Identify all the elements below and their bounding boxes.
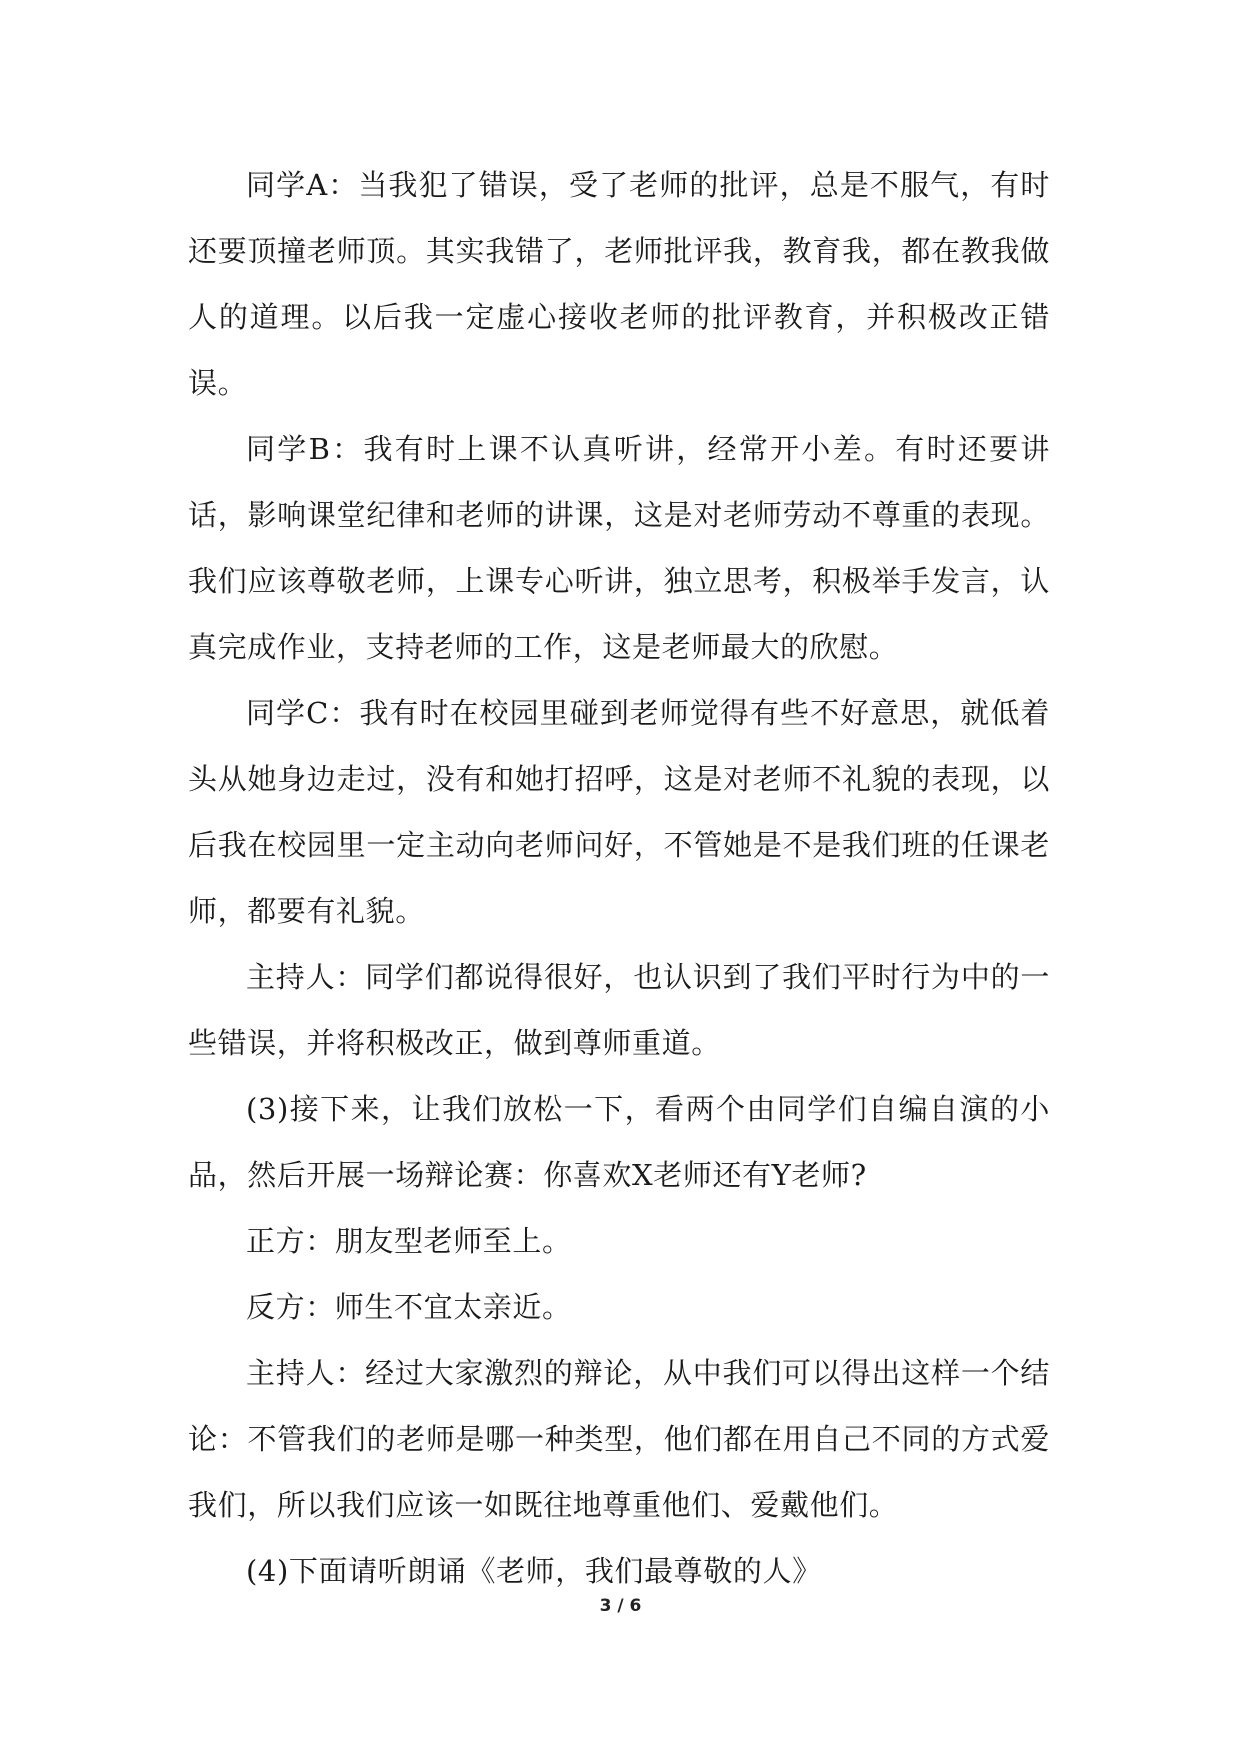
paragraph-host-summary: 主持人：同学们都说得很好，也认识到了我们平时行为中的一些错误，并将积极改正，做到尊师重道。 (188, 960, 1050, 1060)
paragraph-student-a: 同学A：当我犯了错误，受了老师的批评，总是不服气，有时还要顶撞老师顶。其实我错了，老师批评我，教育我，都在教我做人的道理。以后我一定虚心接收老师的批评教育，并积极改正错误。 (188, 168, 1050, 400)
paragraph-affirmative-side: 正方：朋友型老师至上。 (246, 1224, 572, 1258)
page-number: 3 / 6 (599, 1596, 642, 1616)
paragraph-debate-intro: (3)接下来，让我们放松一下，看两个由同学们自编自演的小品，然后开展一场辩论赛：你喜欢X老师还有Y老师? (188, 1092, 1050, 1192)
paragraph-student-b: 同学B：我有时上课不认真听讲，经常开小差。有时还要讲话，影响课堂纪律和老师的讲课，这是对老师劳动不尊重的表现。我们应该尊敬老师，上课专心听讲，独立思考，积极举手发言，认真完成作业，支持老师的工作，这是老师最大的欣慰。 (188, 432, 1050, 664)
paragraph-host-conclusion: 主持人：经过大家激烈的辩论，从中我们可以得出这样一个结论：不管我们的老师是哪一种类型，他们都在用自己不同的方式爱我们，所以我们应该一如既往地尊重他们、爱戴他们。 (188, 1356, 1050, 1522)
paragraph-negative-side: 反方：师生不宜太亲近。 (246, 1290, 572, 1324)
paragraph-student-c: 同学C：我有时在校园里碰到老师觉得有些不好意思，就低着头从她身边走过，没有和她打招呼，这是对老师不礼貌的表现，以后我在校园里一定主动向老师问好，不管她是不是我们班的任课老师，都要有礼貌。 (188, 696, 1050, 928)
paragraph-recitation-intro: (4)下面请听朗诵《老师，我们最尊敬的人》 (246, 1554, 822, 1588)
document-body (188, 152, 1050, 1604)
